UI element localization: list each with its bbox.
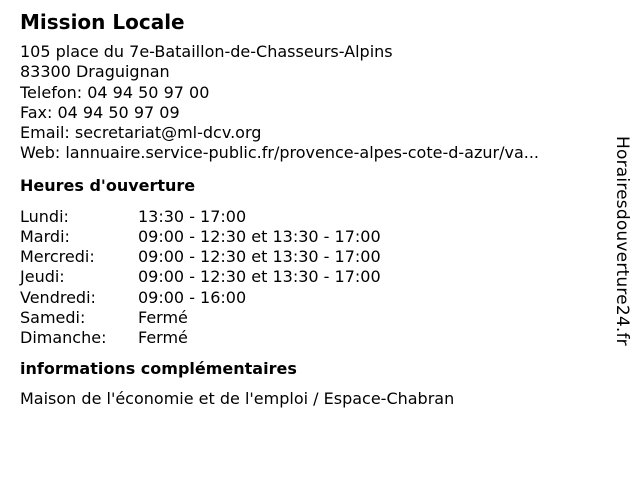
hours-time-value: Fermé bbox=[138, 328, 188, 347]
fax-number: Fax: 04 94 50 97 09 bbox=[20, 102, 180, 122]
hours-day-label: Samedi: bbox=[20, 307, 86, 327]
hours-time-value: 09:00 - 12:30 et 13:30 - 17:00 bbox=[138, 267, 381, 287]
hours-time-value: 13:30 - 17:00 bbox=[138, 206, 247, 226]
contact-block bbox=[20, 42, 610, 164]
hours-day-label: Mardi: bbox=[20, 226, 70, 246]
address-street: 105 place du 7e-Bataillon-de-Chasseurs-Alpins bbox=[20, 42, 393, 61]
hours-day-label: Vendredi: bbox=[20, 287, 96, 307]
hours-time-value: Fermé bbox=[138, 307, 188, 327]
hours-day-label: Jeudi: bbox=[20, 267, 65, 287]
hours-time-value: 09:00 - 16:00 bbox=[138, 287, 247, 307]
hours-time-value: 09:00 - 12:30 et 13:30 - 17:00 bbox=[138, 247, 381, 267]
hours-time-value: 09:00 - 12:30 et 13:30 - 17:00 bbox=[138, 226, 381, 246]
hours-row-saturday bbox=[20, 308, 610, 328]
hours-day-label: Lundi: bbox=[20, 206, 69, 226]
website-url: Web: lannuaire.service-public.fr/provence-alpes-cote-d-azur/va... bbox=[20, 143, 539, 163]
hours-day-label: Mercredi: bbox=[20, 247, 95, 267]
phone-number: Telefon: 04 94 50 97 00 bbox=[20, 82, 210, 102]
opening-hours-table bbox=[20, 207, 610, 348]
hours-row-sunday bbox=[20, 328, 610, 348]
address-city: 83300 Draguignan bbox=[20, 62, 170, 82]
hours-row-thursday bbox=[20, 267, 610, 287]
hours-row-monday bbox=[20, 207, 610, 227]
hours-row-tuesday bbox=[20, 227, 610, 247]
additional-info-text: Maison de l'économie et de l'emploi / Espace-Chabran bbox=[20, 389, 455, 409]
email-address: Email: secretariat@ml-dcv.org bbox=[20, 123, 262, 143]
business-card bbox=[20, 9, 610, 409]
site-watermark: Horairesdouverture24.fr bbox=[612, 136, 632, 346]
hours-day-label: Dimanche: bbox=[20, 328, 107, 347]
opening-hours-heading: Heures d'ouverture bbox=[20, 175, 196, 195]
additional-info-heading: informations complémentaires bbox=[20, 359, 297, 379]
hours-row-friday bbox=[20, 288, 610, 308]
page-title: Mission Locale bbox=[20, 10, 185, 34]
hours-row-wednesday bbox=[20, 247, 610, 267]
